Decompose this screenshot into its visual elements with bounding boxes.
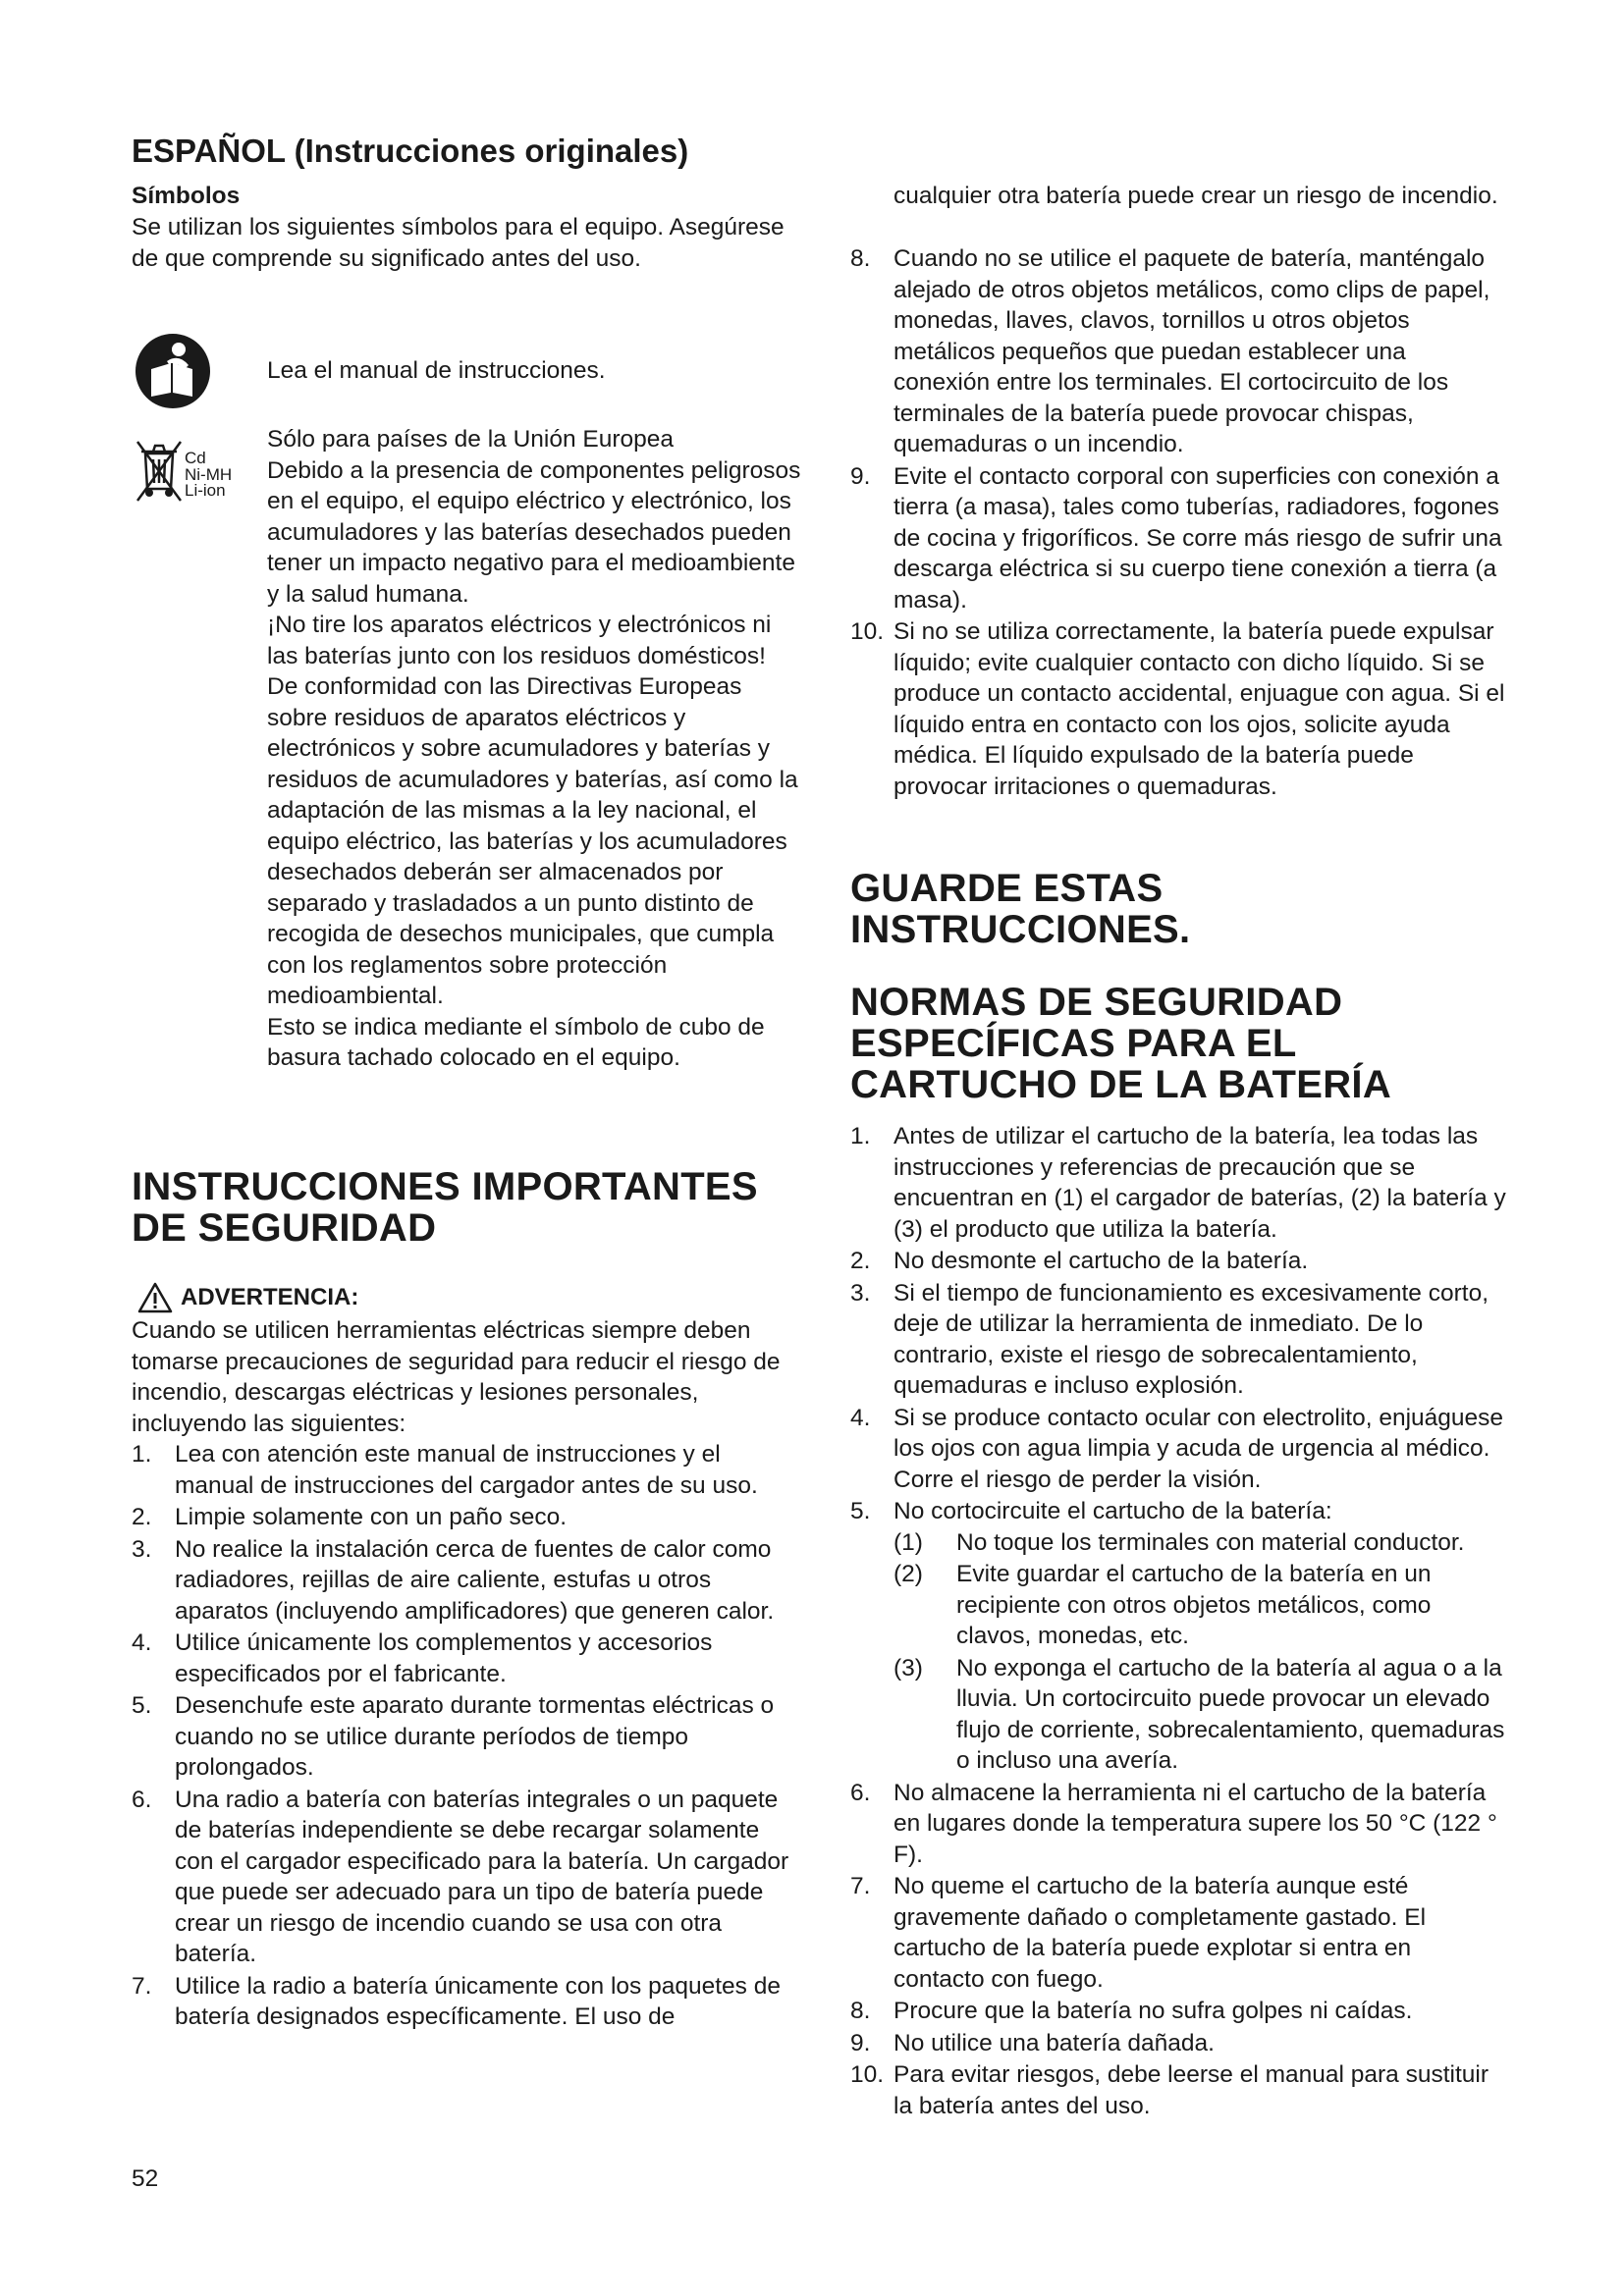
bin-label-nimh: Ni-MH — [185, 465, 233, 484]
list-item: 4. Si se produce contacto ocular con electrolito, enjuáguese los ojos con agua limpia y acuda de urgencia al médico. Corre el riesgo de perder la visión. — [850, 1404, 1504, 1493]
continuation-text: cualquier otra batería puede crear un riesgo de incendio. — [893, 183, 1498, 209]
language-title: ESPAÑOL (Instrucciones originales) — [132, 133, 689, 169]
bin-paragraph: Debido a la presencia de componentes peligrosos en el equipo, el equipo eléctrico y electrónico, los acumuladores y las baterías desechados pueden tener un impacto negativo para el medioambiente y la salud humana. — [267, 456, 801, 608]
list-item: 3. No realice la instalación cerca de fuentes de calor como radiadores, rejillas de aire caliente, estufas u otros aparatos (incluyendo amplificadores) que generen calor. — [132, 1535, 775, 1625]
list-item: 8. Procure que la batería no sufra golpes ni caídas. — [850, 1998, 1413, 2024]
list-item: 8. Cuando no se utilice el paquete de batería, manténgalo alejado de otros objetos metálicos, como clips de papel, monedas, llaves, clavos, tornillos u otros objetos metálicos pequeños que puedan establecer una conexión entre los terminales. El cortocircuito de los terminales de la batería puede provocar chispas, quemaduras o un incendio. — [850, 245, 1490, 457]
list-item: 6. No almacene la herramienta ni el cartucho de la batería en lugares donde la temperatura supere los 50 °C (122 ° F). — [850, 1779, 1497, 1868]
list-item: 3. Si el tiempo de funcionamiento es excesivamente corto, deje de utilizar la herramienta de inmediato. De lo contrario, existe el riesgo de sobrecalentamiento, quemaduras e incluso explosión. — [850, 1279, 1489, 1399]
warning-label — [132, 1282, 358, 1313]
manual-symbol-text: Lea el manual de instrucciones. — [267, 357, 606, 384]
warning-triangle-icon — [137, 1282, 173, 1313]
battery-safety-heading: NORMAS DE SEGURIDAD ESPECÍFICAS PARA EL CARTUCHO DE LA BATERÍA — [850, 981, 1392, 1106]
bin-paragraph: Esto se indica mediante el símbolo de cubo de basura tachado colocado en el equipo. — [267, 1013, 765, 1071]
bin-symbol-text — [267, 424, 801, 1074]
symbols-title: Símbolos — [132, 183, 241, 209]
bin-paragraph: Sólo para países de la Unión Europea — [267, 426, 675, 453]
list-item: 9. Evite el contacto corporal con superficies con conexión a tierra (a masa), tales como tuberías, radiadores, fogones de cocina y frigoríficos. Se corre más riesgo de sufrir una descarga eléctrica si su cuerpo tiene conexión a tierra (a masa). — [850, 462, 1502, 614]
sub-list-item: (3) No exponga el cartucho de la batería al agua o a la lluvia. Un cortocircuito puede provocar un elevado flujo de corriente, sobrecalentamiento, quemaduras o incluso una avería. — [893, 1654, 1505, 1774]
list-item: 10. Para evitar riesgos, debe leerse el manual para sustituir la batería antes del uso. — [850, 2061, 1489, 2119]
read-manual-icon — [134, 332, 212, 410]
list-item: 7. No queme el cartucho de la batería aunque esté gravemente dañado o completamente gastado. El cartucho de la batería puede explotar si entra en contacto con fuego. — [850, 1873, 1427, 1993]
list-item: 7. Utilice la radio a batería únicamente con los paquetes de batería designados específicamente. El uso de — [132, 1972, 781, 2030]
sub-list-item: (2) Evite guardar el cartucho de la batería en un recipiente con otros objetos metálicos, como clavos, monedas, etc. — [893, 1561, 1432, 1649]
list-item: 5. No cortocircuite el cartucho de la batería: (1) No toque los terminales con material conductor. (2) Evite guardar el cartucho de la batería en un recipiente con otros objetos metálicos, como clavos, monedas, etc. (3) No exponga el cartucho de la batería al agua o a la lluvia. Un cortocircuito puede provocar un elevado flujo de corriente, sobrecalentamiento, quemaduras o incluso una avería. — [850, 1496, 1508, 1777]
sub-list-item: (1) No toque los terminales con material conductor. — [893, 1528, 1465, 1556]
battery-safety-list — [850, 1121, 1508, 2122]
list-item: 4. Utilice únicamente los complementos y accesorios especificados por el fabricante. — [132, 1629, 713, 1687]
list-item: 10. Si no se utiliza correctamente, la batería puede expulsar líquido; evite cualquier contacto con dicho líquido. Si se produce un contacto accidental, enjuague con agua. Si el líquido entra en contacto con los ojos, solicite ayuda médica. El líquido expulsado de la batería puede provocar irritaciones o quemaduras. — [850, 618, 1505, 800]
sub-list — [893, 1527, 1508, 1777]
save-instructions-heading: GUARDE ESTAS INSTRUCCIONES. — [850, 867, 1191, 951]
bin-label-liion: Li-ion — [185, 481, 226, 500]
list-item: 5. Desenchufe este aparato durante tormentas eléctricas o cuando no se utilice durante períodos de tiempo prolongados. — [132, 1692, 775, 1781]
safety-heading: INSTRUCCIONES IMPORTANTES DE SEGURIDAD — [132, 1165, 758, 1250]
list-item: 1. Antes de utilizar el cartucho de la batería, lea todas las instrucciones y referencias de precaución que se encuentran en (1) el cargador de baterías, (2) la batería y (3) el producto que utiliza la batería. — [850, 1123, 1506, 1243]
crossed-out-bin-icon — [132, 432, 259, 512]
safety-list — [132, 1439, 795, 2034]
list-item: 1. Lea con atención este manual de instrucciones y el manual de instrucciones del cargador antes de su uso. — [132, 1441, 758, 1499]
list-item: 2. Limpie solamente con un paño seco. — [132, 1504, 568, 1530]
warning-text: Cuando se utilicen herramientas eléctricas siempre deben tomarse precauciones de seguridad para reducir el riesgo de incendio, descargas eléctricas y lesiones personales, incluyendo las siguientes: — [132, 1317, 781, 1437]
list-item: 6. Una radio a batería con baterías integrales o un paquete de baterías independiente se debe recargar solamente con el cargador especificado para la batería. Un cargador que puede ser adecuado para un tipo de batería puede crear un riesgo de incendio cuando se usa con otra batería. — [132, 1786, 789, 1967]
page-number: 52 — [132, 2165, 159, 2192]
warning-label-text: ADVERTENCIA: — [181, 1284, 359, 1311]
symbols-intro: Se utilizan los siguientes símbolos para el equipo. Asegúrese de que comprende su significado antes del uso. — [132, 214, 785, 272]
safety-list-continued — [850, 243, 1508, 803]
bin-paragraph: De conformidad con las Directivas Europeas sobre residuos de aparatos eléctricos y electrónicos y sobre acumuladores y baterías y residuos de acumuladores y baterías, así como la adaptación de las mismas a la ley nacional, el equipo eléctrico, las baterías y los acumuladores desechados deberán ser almacenados por separado y trasladados a un punto distinto de recogida de desechos municipales, que cumpla con los reglamentos sobre protección medioambiental. — [267, 673, 798, 1009]
bin-label-cd: Cd — [185, 449, 206, 467]
list-item: 9. No utilice una batería dañada. — [850, 2029, 1215, 2056]
bin-paragraph: ¡No tire los aparatos eléctricos y electrónicos ni las baterías junto con los residuos domésticos! — [267, 612, 772, 669]
list-item: 2. No desmonte el cartucho de la batería. — [850, 1248, 1309, 1274]
